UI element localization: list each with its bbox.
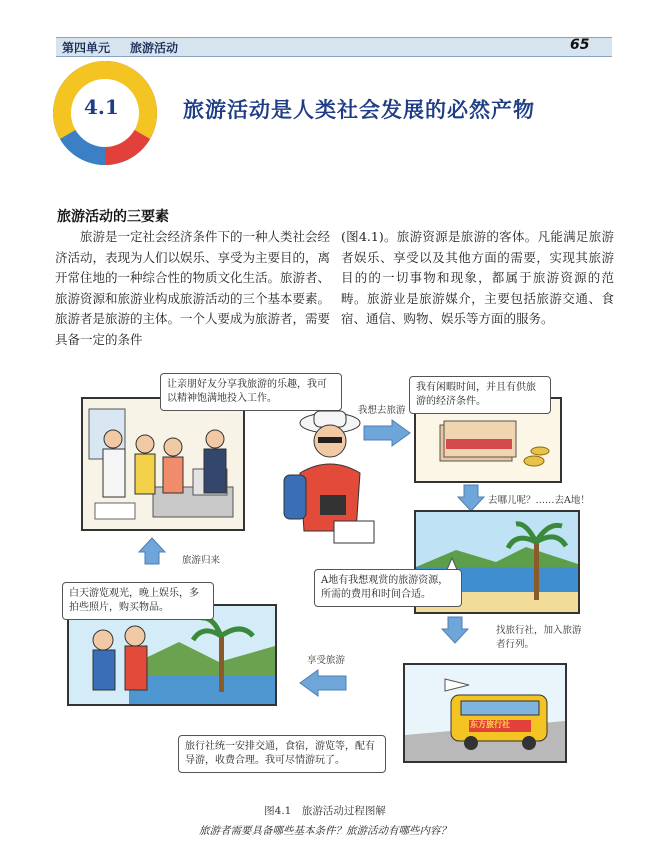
header-unit-label: 第四单元	[62, 41, 111, 55]
arrow-down-icon-2	[440, 615, 470, 645]
bubble-agency: 旅行社统一安排交通，食宿，游览等，配有导游，收费合理。我可尽情游玩了。	[178, 735, 386, 773]
arrow-down-icon	[456, 483, 486, 513]
header-topic-label: 旅游活动	[130, 41, 179, 55]
label-want-travel: 我想去旅游	[358, 405, 406, 416]
panel-office-illustration	[81, 397, 245, 531]
label-return: 旅游归来	[182, 555, 221, 566]
body-left-column: 旅游是一定社会经济条件下的一种人类社会经济活动，表现为人们以娱乐、享受为主要目的，离开常住地的一种综合性的物质文化生活。旅游者、旅游资源和旅游业构成旅游活动的三个基本要素。旅游者是旅游的主体。一个人要成为旅游者，需要具备一定的条件	[55, 229, 331, 347]
page-number: 65	[570, 37, 590, 53]
body-right-column: (图4.1)。旅游资源是旅游的客体。凡能满足旅游者娱乐、享受以及其他方面的需要，实现其旅游目的的一切事物和现象，都属于旅游资源的范畴。旅游业是旅游媒介，主要包括旅游交通、食宿、通信、购物、娱乐等方面的服务。	[341, 229, 614, 326]
label-enjoy-travel: 享受旅游	[307, 655, 346, 666]
section-number: 4.1	[84, 95, 119, 119]
panel-bus-illustration	[403, 663, 567, 763]
subheading: 旅游活动的三要素	[57, 209, 169, 225]
arrow-up-icon	[137, 536, 167, 566]
arrow-right-icon	[362, 418, 412, 448]
label-join-agency: 找旅行社，加入旅游者行列。	[496, 625, 582, 650]
figure-caption: 图4.1 旅游活动过程图解	[264, 805, 386, 817]
label-where-to-go: 去哪儿呢？……去A地！	[488, 495, 590, 506]
bubble-has-money: 我有闲暇时间，并且有供旅游的经济条件。	[409, 376, 551, 414]
bubble-daytime: 白天游览观光，晚上娱乐，多拍些照片，购买物品。	[62, 582, 214, 620]
arrow-left-icon	[298, 668, 348, 698]
bubble-share-joy: 让亲朋好友分享我旅游的乐趣，我可以精神饱满地投入工作。	[160, 373, 342, 411]
figure-question: 旅游者需要具备哪些基本条件？旅游活动有哪些内容？	[199, 825, 451, 837]
bubble-destination: A地有我想观赏的旅游资源，所需的费用和时间合适。	[314, 569, 462, 607]
bus-sign: 东方旅行社	[470, 719, 510, 729]
section-title: 旅游活动是人类社会发展的必然产物	[183, 97, 535, 122]
